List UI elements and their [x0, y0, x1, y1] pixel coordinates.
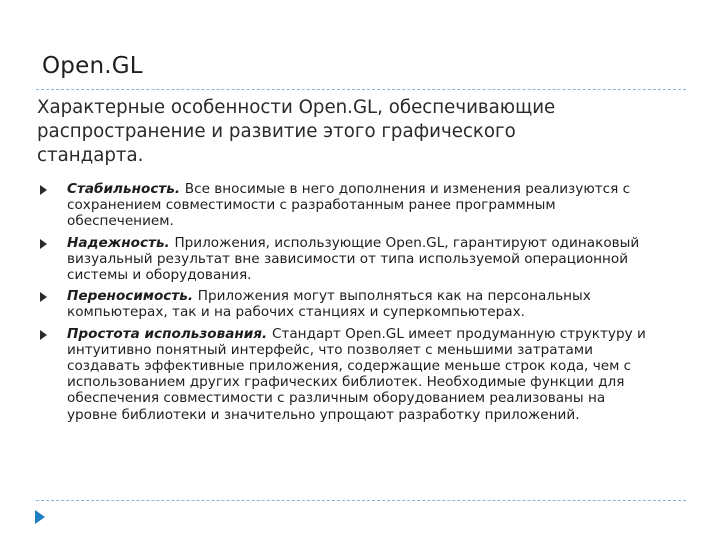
item-text: компьютерах, так и на рабочих станциях и суперкомпьютерах. — [67, 304, 525, 321]
lead-line: Характерные особенности Open.GL, обеспечивающие — [37, 97, 556, 118]
item-term: Стабильность. — [67, 181, 185, 197]
item-text: визуальный результат вне зависимости от типа используемой операционной — [67, 250, 629, 267]
list-item — [38, 235, 678, 284]
list-item — [38, 181, 678, 230]
bullet-arrow-icon — [40, 292, 47, 302]
list-item — [38, 326, 678, 423]
lead-line: стандарта. — [37, 145, 144, 166]
item-text: Все вносимые в него дополнения и изменения реализуются с — [184, 181, 631, 197]
bullet-arrow-icon — [40, 185, 47, 195]
bullet-arrow-icon — [40, 330, 47, 340]
item-text: использованием других графических библиотек. Необходимые функции для — [67, 374, 625, 391]
lead-line: распространение и развитие этого графического — [37, 121, 516, 142]
next-arrow-icon[interactable] — [35, 510, 45, 524]
bullet-arrow-icon — [40, 239, 47, 249]
item-text: сохранением совместимости с разработанным ранее программным — [67, 197, 556, 214]
features-list — [38, 181, 678, 428]
item-text: Приложения, использующие Open.GL, гарантируют одинаковый — [174, 234, 640, 251]
item-text: интуитивно понятный интерфейс, что позволяет с меньшими затратами — [67, 341, 593, 358]
item-text: Стандарт Open.GL имеет продуманную структуру и — [271, 325, 646, 342]
item-term: Переносимость. — [67, 288, 198, 305]
slide-title: Open.GL — [42, 53, 143, 79]
list-item — [38, 288, 678, 320]
item-text: Приложения могут выполняться как на персональных — [197, 288, 591, 305]
item-text: создавать эффективные приложения, содержащие меньше строк кода, чем с — [67, 358, 632, 375]
top-divider — [36, 89, 686, 90]
bottom-divider — [36, 500, 686, 501]
item-text: обеспечения совместимости с различным оборудованием реализованы на — [67, 390, 606, 407]
item-text: обеспечением. — [67, 213, 174, 230]
item-text: системы и оборудования. — [67, 267, 252, 284]
lead-text — [37, 96, 667, 168]
item-text: уровне библиотеки и значительно упрощают разработку приложений. — [67, 406, 580, 423]
item-term: Простота использования. — [67, 325, 272, 342]
item-term: Надежность. — [67, 234, 175, 251]
